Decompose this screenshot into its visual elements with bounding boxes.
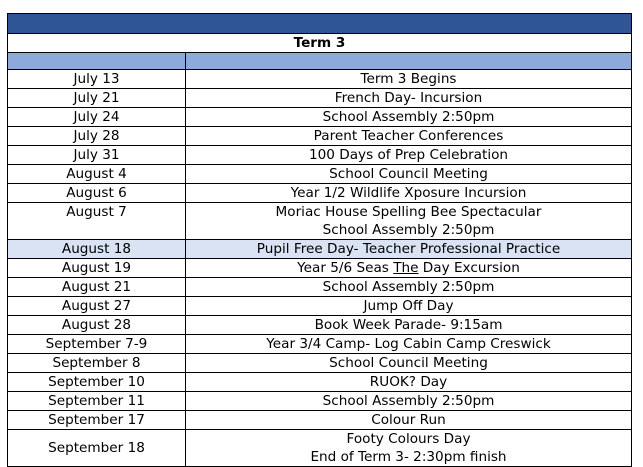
event-row — [8, 89, 632, 108]
event-description: School Assembly 2:50pm — [186, 108, 632, 127]
event-description: Book Week Parade- 9:15am — [186, 316, 632, 335]
event-row — [8, 373, 632, 392]
event-row — [8, 184, 632, 203]
event-date: August 27 — [8, 297, 186, 316]
event-date: August 28 — [8, 316, 186, 335]
term-title: Term 3 — [8, 34, 632, 53]
event-row — [8, 108, 632, 127]
event-row — [8, 316, 632, 335]
event-text-underlined: The — [393, 260, 419, 276]
event-date: September 18 — [8, 430, 186, 467]
banner-row — [8, 14, 632, 34]
event-description: Parent Teacher Conferences — [186, 127, 632, 146]
event-text-part: Year 5/6 Seas — [297, 260, 394, 276]
event-row — [8, 70, 632, 89]
event-description: French Day- Incursion — [186, 89, 632, 108]
event-description — [186, 259, 632, 278]
event-description: 100 Days of Prep Celebration — [186, 146, 632, 165]
event-description: Year 3/4 Camp- Log Cabin Camp Creswick — [186, 335, 632, 354]
event-line: Moriac House Spelling Bee Spectacular — [275, 204, 542, 220]
title-row — [8, 34, 632, 53]
event-description: Term 3 Begins — [186, 70, 632, 89]
event-date: September 7-9 — [8, 335, 186, 354]
event-description: School Assembly 2:50pm — [186, 392, 632, 411]
event-date: August 7 — [8, 203, 186, 240]
event-description: Colour Run — [186, 411, 632, 430]
event-row — [8, 259, 632, 278]
event-text-part: Day Excursion — [418, 260, 520, 276]
event-line: Footy Colours Day — [346, 431, 471, 447]
event-row — [8, 278, 632, 297]
event-row — [8, 146, 632, 165]
event-date: August 4 — [8, 165, 186, 184]
event-row — [8, 297, 632, 316]
event-description: Pupil Free Day- Teacher Professional Practice — [186, 240, 632, 259]
event-row — [8, 335, 632, 354]
event-row — [8, 411, 632, 430]
event-description — [186, 430, 632, 467]
event-date: August 19 — [8, 259, 186, 278]
event-description — [186, 203, 632, 240]
event-description: RUOK? Day — [186, 373, 632, 392]
event-date: August 21 — [8, 278, 186, 297]
event-description: Year 1/2 Wildlife Xposure Incursion — [186, 184, 632, 203]
event-date: August 6 — [8, 184, 186, 203]
event-description: School Council Meeting — [186, 354, 632, 373]
event-date: July 21 — [8, 89, 186, 108]
event-description: School Assembly 2:50pm — [186, 278, 632, 297]
event-row — [8, 165, 632, 184]
event-description: School Council Meeting — [186, 165, 632, 184]
subheader-cell-date — [8, 53, 186, 70]
event-description: Jump Off Day — [186, 297, 632, 316]
event-row — [8, 354, 632, 373]
banner-cell — [8, 14, 632, 34]
event-date: September 8 — [8, 354, 186, 373]
event-line: School Assembly 2:50pm — [322, 222, 495, 238]
event-row — [8, 203, 632, 240]
event-date: July 28 — [8, 127, 186, 146]
event-row-highlighted — [8, 240, 632, 259]
event-date: July 31 — [8, 146, 186, 165]
event-date: September 11 — [8, 392, 186, 411]
event-date: July 24 — [8, 108, 186, 127]
event-date: September 17 — [8, 411, 186, 430]
event-row — [8, 392, 632, 411]
event-row — [8, 127, 632, 146]
event-date: August 18 — [8, 240, 186, 259]
event-row — [8, 430, 632, 467]
event-date: September 10 — [8, 373, 186, 392]
subheader-cell-event — [186, 53, 632, 70]
event-line: End of Term 3- 2:30pm finish — [310, 449, 507, 465]
event-date: July 13 — [8, 70, 186, 89]
subheader-row — [8, 53, 632, 70]
term-calendar-table — [7, 13, 632, 467]
